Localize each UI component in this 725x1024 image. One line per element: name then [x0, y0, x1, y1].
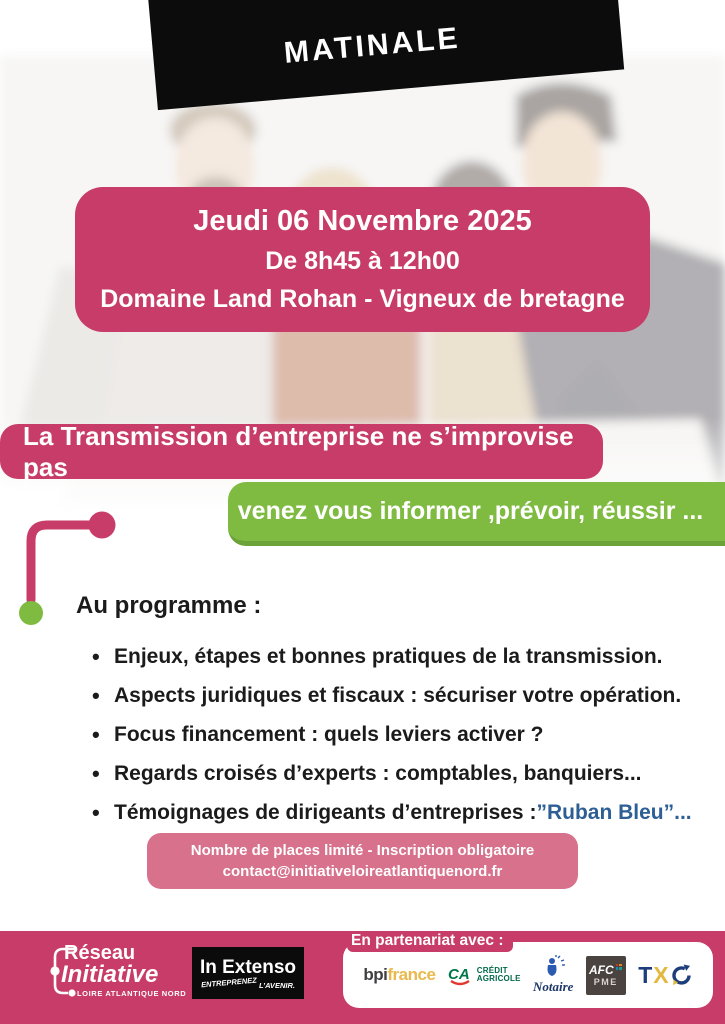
event-title: MATINALE — [282, 21, 462, 70]
footer-bar — [0, 931, 725, 1024]
reseau-initiative-logo: Réseau Initiative LOIRE ATLANTIQUE NORD — [46, 942, 206, 1002]
subheadline-text: venez vous informer ,prévoir, réussir ... — [237, 497, 704, 525]
event-location: Domaine Land Rohan - Vigneux de bretagne — [100, 285, 625, 313]
event-details-card — [75, 187, 650, 332]
afc-pme-logo: AFC PME — [586, 956, 626, 995]
in-extenso-logo: In Extenso ENTREPRENEZ L’AVENIR. — [192, 947, 304, 999]
txo-logo: T X — [638, 964, 692, 987]
program-item: • Enjeux, étapes et bonnes pratiques de la transmission. — [92, 646, 692, 668]
headline-banner — [0, 420, 603, 482]
program-item: • Focus financement : quels leviers activer ? — [92, 724, 692, 746]
registration-box — [147, 833, 578, 889]
program-item: • Regards croisés d’experts : comptables, banquiers... — [92, 763, 692, 785]
registration-email: contact@initiativeloireatlantiquenord.fr — [222, 863, 503, 880]
subheadline-banner — [228, 482, 725, 546]
credit-agricole-ca-icon — [448, 964, 474, 986]
partners-label: En partenariat avec : — [347, 931, 513, 952]
txo-circular-arrow-icon — [670, 964, 693, 987]
program-item: • Témoignages de dirigeants d’entreprises :”Ruban Bleu”... — [92, 802, 692, 824]
svg-text:CA: CA — [447, 966, 470, 983]
credit-agricole-logo: CA CRÉDIT AGRICOLE — [448, 964, 521, 986]
registration-note: Nombre de places limité - Inscription obligatoire — [190, 842, 535, 859]
program-list — [92, 646, 692, 841]
program-heading: Au programme : — [76, 592, 262, 619]
program-item: • Aspects juridiques et fiscaux : sécuriser votre opération. — [92, 685, 692, 707]
headline-text: La Transmission d’entreprise ne s’improvise pas — [23, 420, 574, 482]
afc-mosaic-icon — [616, 964, 623, 970]
event-date: Jeudi 06 Novembre 2025 — [193, 205, 532, 237]
program-item-highlight: ”Ruban Bleu”... — [536, 801, 692, 825]
notaire-logo: Notaire — [533, 955, 573, 995]
notaire-figure-icon — [539, 955, 567, 979]
bpifrance-logo: bpi france — [363, 965, 436, 984]
event-time: De 8h45 à 12h00 — [265, 247, 460, 275]
